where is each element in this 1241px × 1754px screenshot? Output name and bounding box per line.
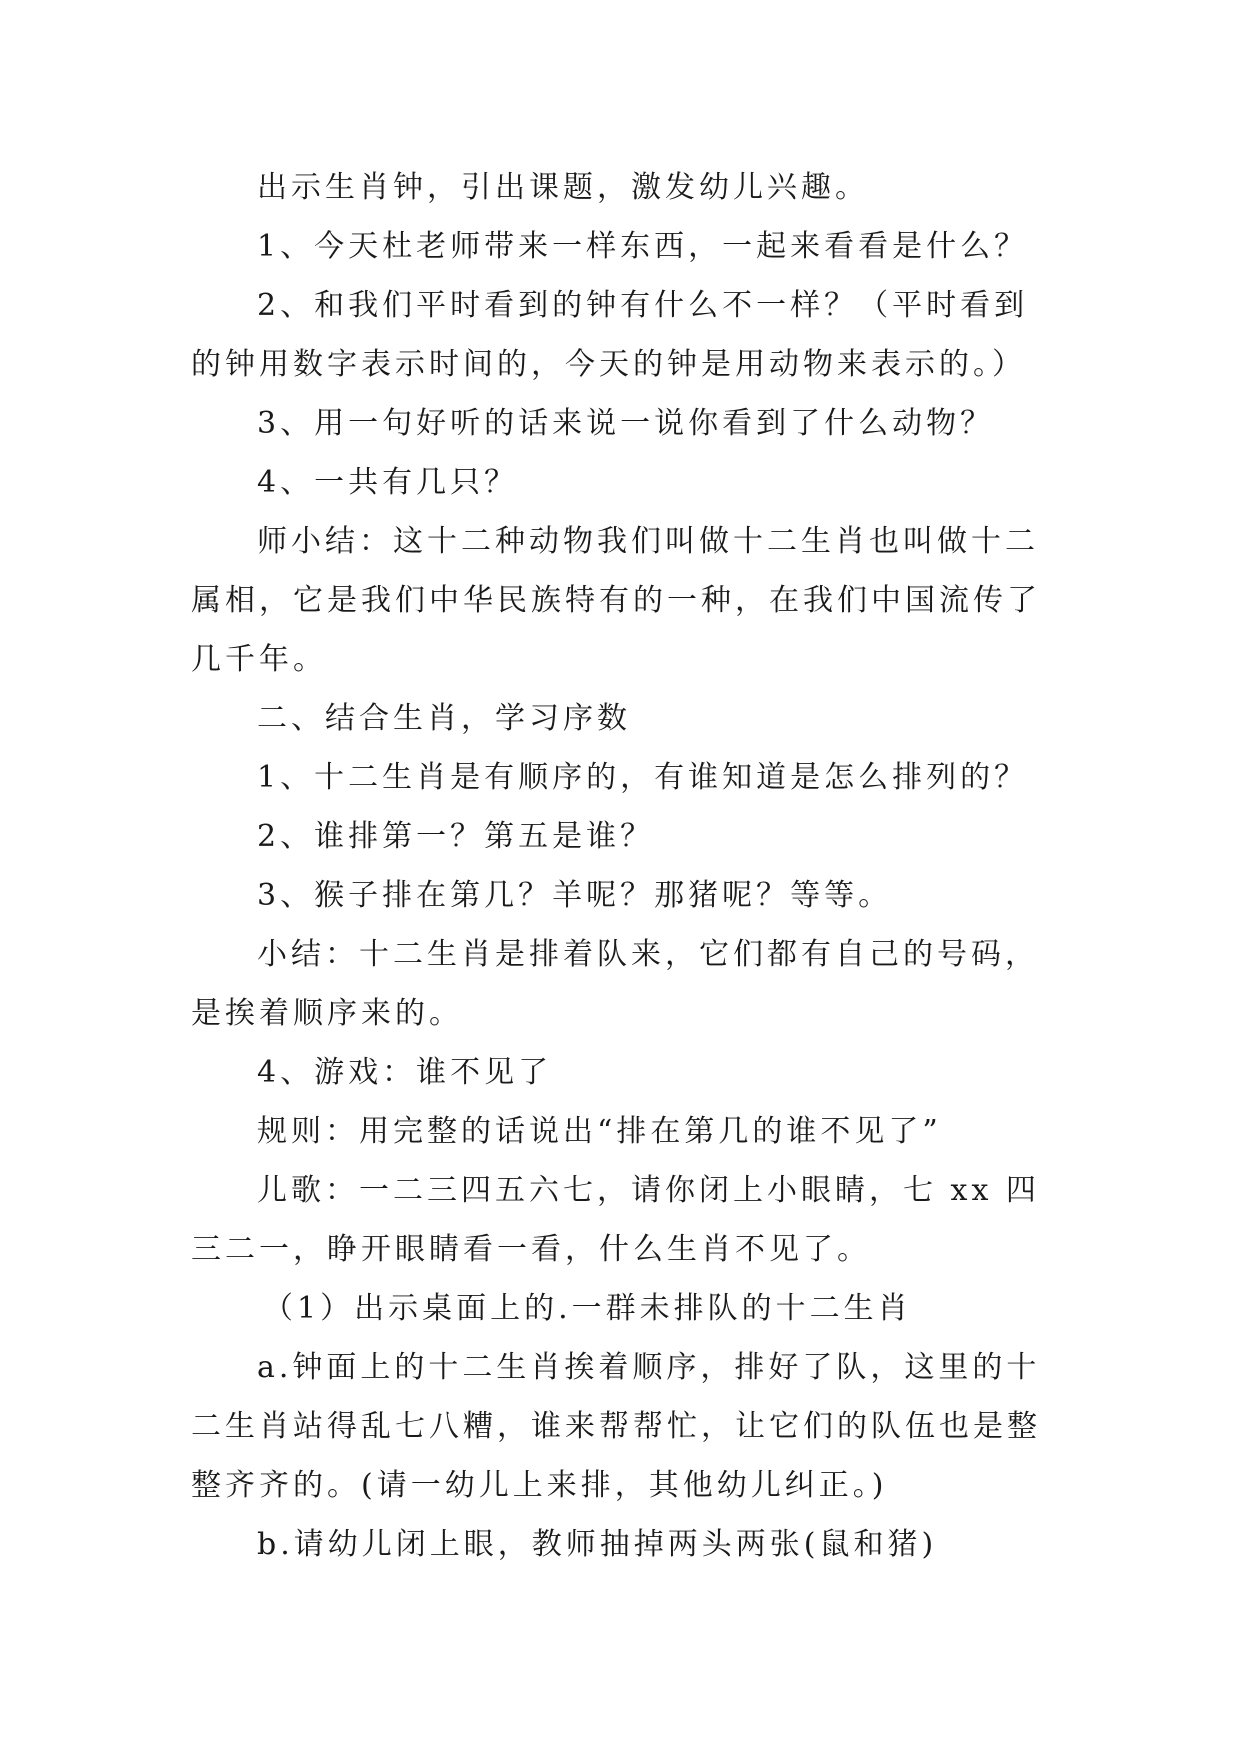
paragraph-question-3: 3、用一句好听的话来说一说你看到了什么动物？ bbox=[257, 406, 995, 441]
paragraph-question-1: 1、今天杜老师带来一样东西，一起来看看是什么？ bbox=[257, 229, 1029, 264]
paragraph-question-4: 4、一共有几只？ bbox=[257, 465, 519, 500]
paragraph-order-question-3: 3、猴子排在第几？羊呢？那猪呢？等等。 bbox=[257, 878, 893, 913]
paragraph-step-a: a.钟面上的十二生肖挨着顺序，排好了队，这里的十二生肖站得乱七八糟，谁来帮帮忙，让它们的队伍也是整整齐齐的。(请一幼儿上来排，其他幼儿纠正。) bbox=[191, 1350, 1041, 1503]
paragraph-step-1: （1）出示桌面上的.一群未排队的十二生肖 bbox=[263, 1291, 912, 1326]
paragraph-teacher-summary: 师小结：这十二种动物我们叫做十二生肖也叫做十二属相，它是我们中华民族特有的一种，在我们中国流传了几千年。 bbox=[191, 524, 1041, 677]
section-heading-ordinal-numbers: 二、结合生肖，学习序数 bbox=[257, 701, 631, 736]
paragraph-step-b: b.请幼儿闭上眼，教师抽掉两头两张(鼠和猪) bbox=[257, 1527, 938, 1562]
paragraph-intro: 出示生肖钟，引出课题，激发幼儿兴趣。 bbox=[257, 170, 869, 205]
paragraph-order-question-2: 2、谁排第一？第五是谁？ bbox=[257, 819, 655, 854]
paragraph-question-2: 2、和我们平时看到的钟有什么不一样？（平时看到的钟用数字表示时间的，今天的钟是用动物来表示的。） bbox=[191, 288, 1029, 382]
paragraph-summary: 小结：十二生肖是排着队来，它们都有自己的号码，是挨着顺序来的。 bbox=[191, 937, 1039, 1031]
paragraph-game-rules: 规则：用完整的话说出“排在第几的谁不见了” bbox=[257, 1114, 942, 1149]
paragraph-nursery-rhyme: 儿歌：一二三四五六七，请你闭上小眼睛，七 xx 四三二一，睁开眼睛看一看，什么生肖不见了。 bbox=[191, 1173, 1040, 1267]
paragraph-order-question-1: 1、十二生肖是有顺序的，有谁知道是怎么排列的？ bbox=[257, 760, 1029, 795]
document-body bbox=[191, 158, 1051, 1574]
paragraph-game-title: 4、游戏：谁不见了 bbox=[257, 1055, 553, 1090]
